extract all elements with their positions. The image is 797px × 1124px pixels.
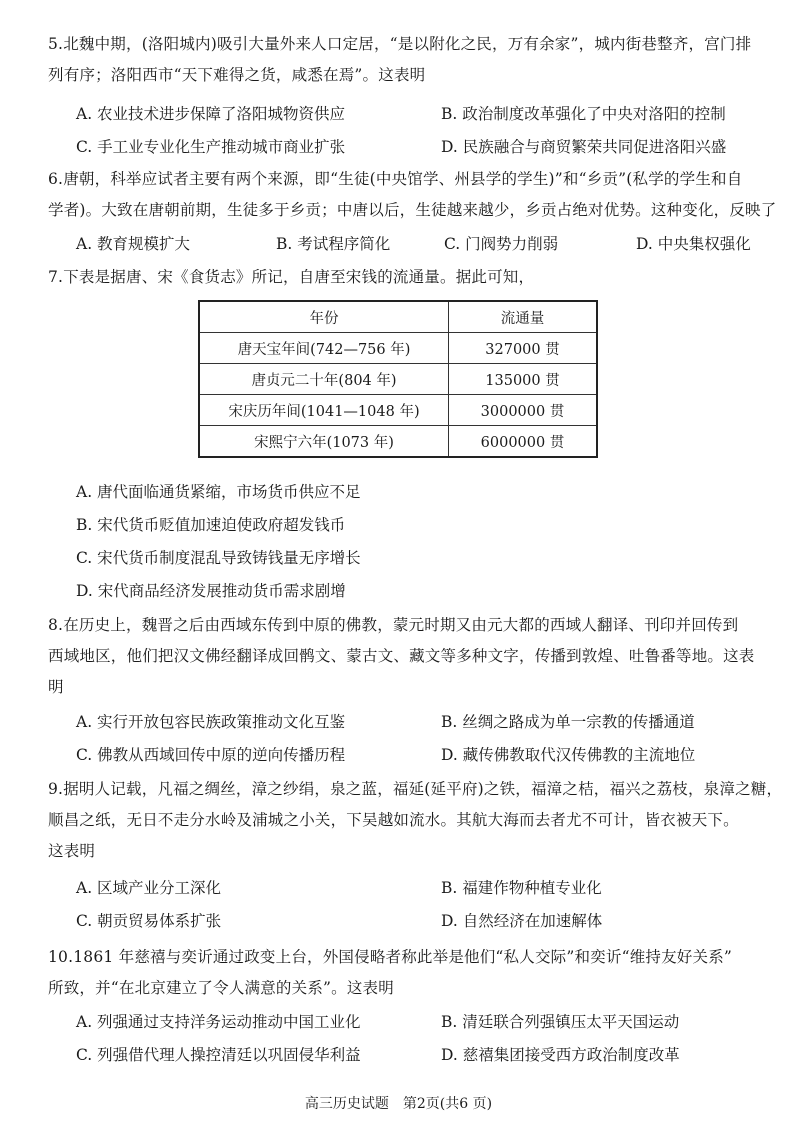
question-9-stem bbox=[48, 774, 783, 867]
page-footer: 高三历史试题 第2页(共6 页) bbox=[304, 1096, 493, 1112]
question-7-option-c: C. 宋代货币制度混乱导致铸钱量无序增长 bbox=[76, 549, 361, 567]
question-9-line-1: 9.据明人记载，凡福之绸丝，漳之纱绢，泉之蓝，福延(延平府)之铁，福漳之桔，福兴之荔枝，泉漳之糖， bbox=[48, 780, 783, 798]
question-9-line-3: 这表明 bbox=[48, 842, 96, 860]
table-cell-year: 宋熙宁六年(1073 年) bbox=[199, 426, 449, 458]
question-8-line-3: 明 bbox=[48, 678, 64, 696]
question-8-line-2: 西域地区，他们把汉文佛经翻译成回鹘文、蒙古文、藏文等多种文字，传播到敦煌、吐鲁番等地。这表 bbox=[48, 647, 755, 665]
question-10-line-1: 10.1861 年慈禧与奕䜣通过政变上台，外国侵略者称此举是他们“私人交际”和奕䜣“维持友好关系” bbox=[48, 948, 733, 966]
question-10-option-d: D. 慈禧集团接受西方政治制度改革 bbox=[441, 1046, 680, 1064]
question-10-line-2: 所致，并“在北京建立了令人满意的关系”。这表明 bbox=[48, 979, 394, 997]
question-10-option-b: B. 清廷联合列强镇压太平天国运动 bbox=[441, 1013, 680, 1031]
question-9-option-a: A. 区域产业分工深化 bbox=[76, 879, 222, 897]
question-10-options bbox=[76, 1006, 766, 1072]
question-7-line-1: 7.下表是据唐、宋《食货志》所记，自唐至宋钱的流通量。据此可知， bbox=[48, 268, 535, 286]
table-cell-volume: 135000 贯 bbox=[449, 364, 598, 395]
question-10-stem bbox=[48, 942, 773, 1004]
question-9-option-d: D. 自然经济在加速解体 bbox=[441, 912, 603, 930]
table-row bbox=[199, 395, 597, 426]
table-header-volume: 流通量 bbox=[449, 301, 598, 333]
question-8-options bbox=[76, 706, 766, 772]
table-row bbox=[199, 426, 597, 458]
question-8-option-a: A. 实行开放包容民族政策推动文化互鉴 bbox=[76, 713, 346, 731]
question-9-option-c: C. 朝贡贸易体系扩张 bbox=[76, 912, 222, 930]
question-5-line-1: 5.北魏中期，(洛阳城内)吸引大量外来人口定居，“是以附化之民，万有余家”，城内街巷整齐，宫门排 bbox=[48, 35, 752, 53]
question-6-options bbox=[76, 228, 766, 261]
question-9-option-b: B. 福建作物种植专业化 bbox=[441, 879, 602, 897]
question-6-option-a: A. 教育规模扩大 bbox=[76, 235, 191, 253]
table-cell-year: 宋庆历年间(1041—1048 年) bbox=[199, 395, 449, 426]
table-header-row bbox=[199, 301, 597, 333]
question-8-option-c: C. 佛教从西域回传中原的逆向传播历程 bbox=[76, 746, 346, 764]
question-5-option-d: D. 民族融合与商贸繁荣共同促进洛阳兴盛 bbox=[441, 138, 727, 156]
table-cell-year: 唐贞元二十年(804 年) bbox=[199, 364, 449, 395]
question-5-line-2: 列有序；洛阳西市“天下难得之货，咸悉在焉”。这表明 bbox=[48, 66, 426, 84]
table-cell-volume: 327000 贯 bbox=[449, 333, 598, 364]
table-cell-volume: 6000000 贯 bbox=[449, 426, 598, 458]
question-5-options bbox=[76, 98, 766, 164]
table-cell-year: 唐天宝年间(742—756 年) bbox=[199, 333, 449, 364]
table-row bbox=[199, 364, 597, 395]
question-8-stem bbox=[48, 610, 773, 703]
question-6-line-1: 6.唐朝，科举应试者主要有两个来源，即“生徒(中央馆学、州县学的学生)”和“乡贡”(私学的学生和自 bbox=[48, 170, 743, 188]
question-6-line-2: 学者)。大致在唐朝前期，生徒多于乡贡；中唐以后，生徒越来越少，乡贡占绝对优势。这种变化，反映了 bbox=[48, 201, 777, 219]
question-6-stem bbox=[48, 164, 777, 226]
question-9-options bbox=[76, 872, 766, 938]
question-5-stem bbox=[48, 29, 773, 91]
question-7-stem bbox=[48, 262, 773, 293]
question-7-options bbox=[76, 476, 766, 608]
question-9-line-2: 顺昌之纸，无日不走分水岭及浦城之小关，下吴越如流水。其航大海而去者尤不可计，皆衣被天下。 bbox=[48, 811, 739, 829]
question-8-option-b: B. 丝绸之路成为单一宗教的传播通道 bbox=[441, 713, 695, 731]
question-7-option-b: B. 宋代货币贬值加速迫使政府超发钱币 bbox=[76, 516, 346, 534]
question-7-option-a: A. 唐代面临通货紧缩，市场货币供应不足 bbox=[76, 483, 361, 501]
question-10-option-a: A. 列强通过支持洋务运动推动中国工业化 bbox=[76, 1013, 361, 1031]
question-6-option-d: D. 中央集权强化 bbox=[636, 235, 751, 253]
money-circulation-table bbox=[198, 300, 598, 458]
question-5-option-c: C. 手工业专业化生产推动城市商业扩张 bbox=[76, 138, 346, 156]
question-10-option-c: C. 列强借代理人操控清廷以巩固侵华利益 bbox=[76, 1046, 361, 1064]
table-row bbox=[199, 333, 597, 364]
question-5-option-a: A. 农业技术进步保障了洛阳城物资供应 bbox=[76, 105, 346, 123]
table-cell-volume: 3000000 贯 bbox=[449, 395, 598, 426]
table-header-year: 年份 bbox=[199, 301, 449, 333]
question-6-option-c: C. 门阀势力削弱 bbox=[444, 235, 559, 253]
question-7-option-d: D. 宋代商品经济发展推动货币需求剧增 bbox=[76, 582, 346, 600]
question-8-line-1: 8.在历史上，魏晋之后由西域东传到中原的佛教，蒙元时期又由元大都的西域人翻译、刊印并回传到 bbox=[48, 616, 739, 634]
question-5-option-b: B. 政治制度改革强化了中央对洛阳的控制 bbox=[441, 105, 726, 123]
question-6-option-b: B. 考试程序简化 bbox=[276, 235, 391, 253]
question-8-option-d: D. 藏传佛教取代汉传佛教的主流地位 bbox=[441, 746, 696, 764]
